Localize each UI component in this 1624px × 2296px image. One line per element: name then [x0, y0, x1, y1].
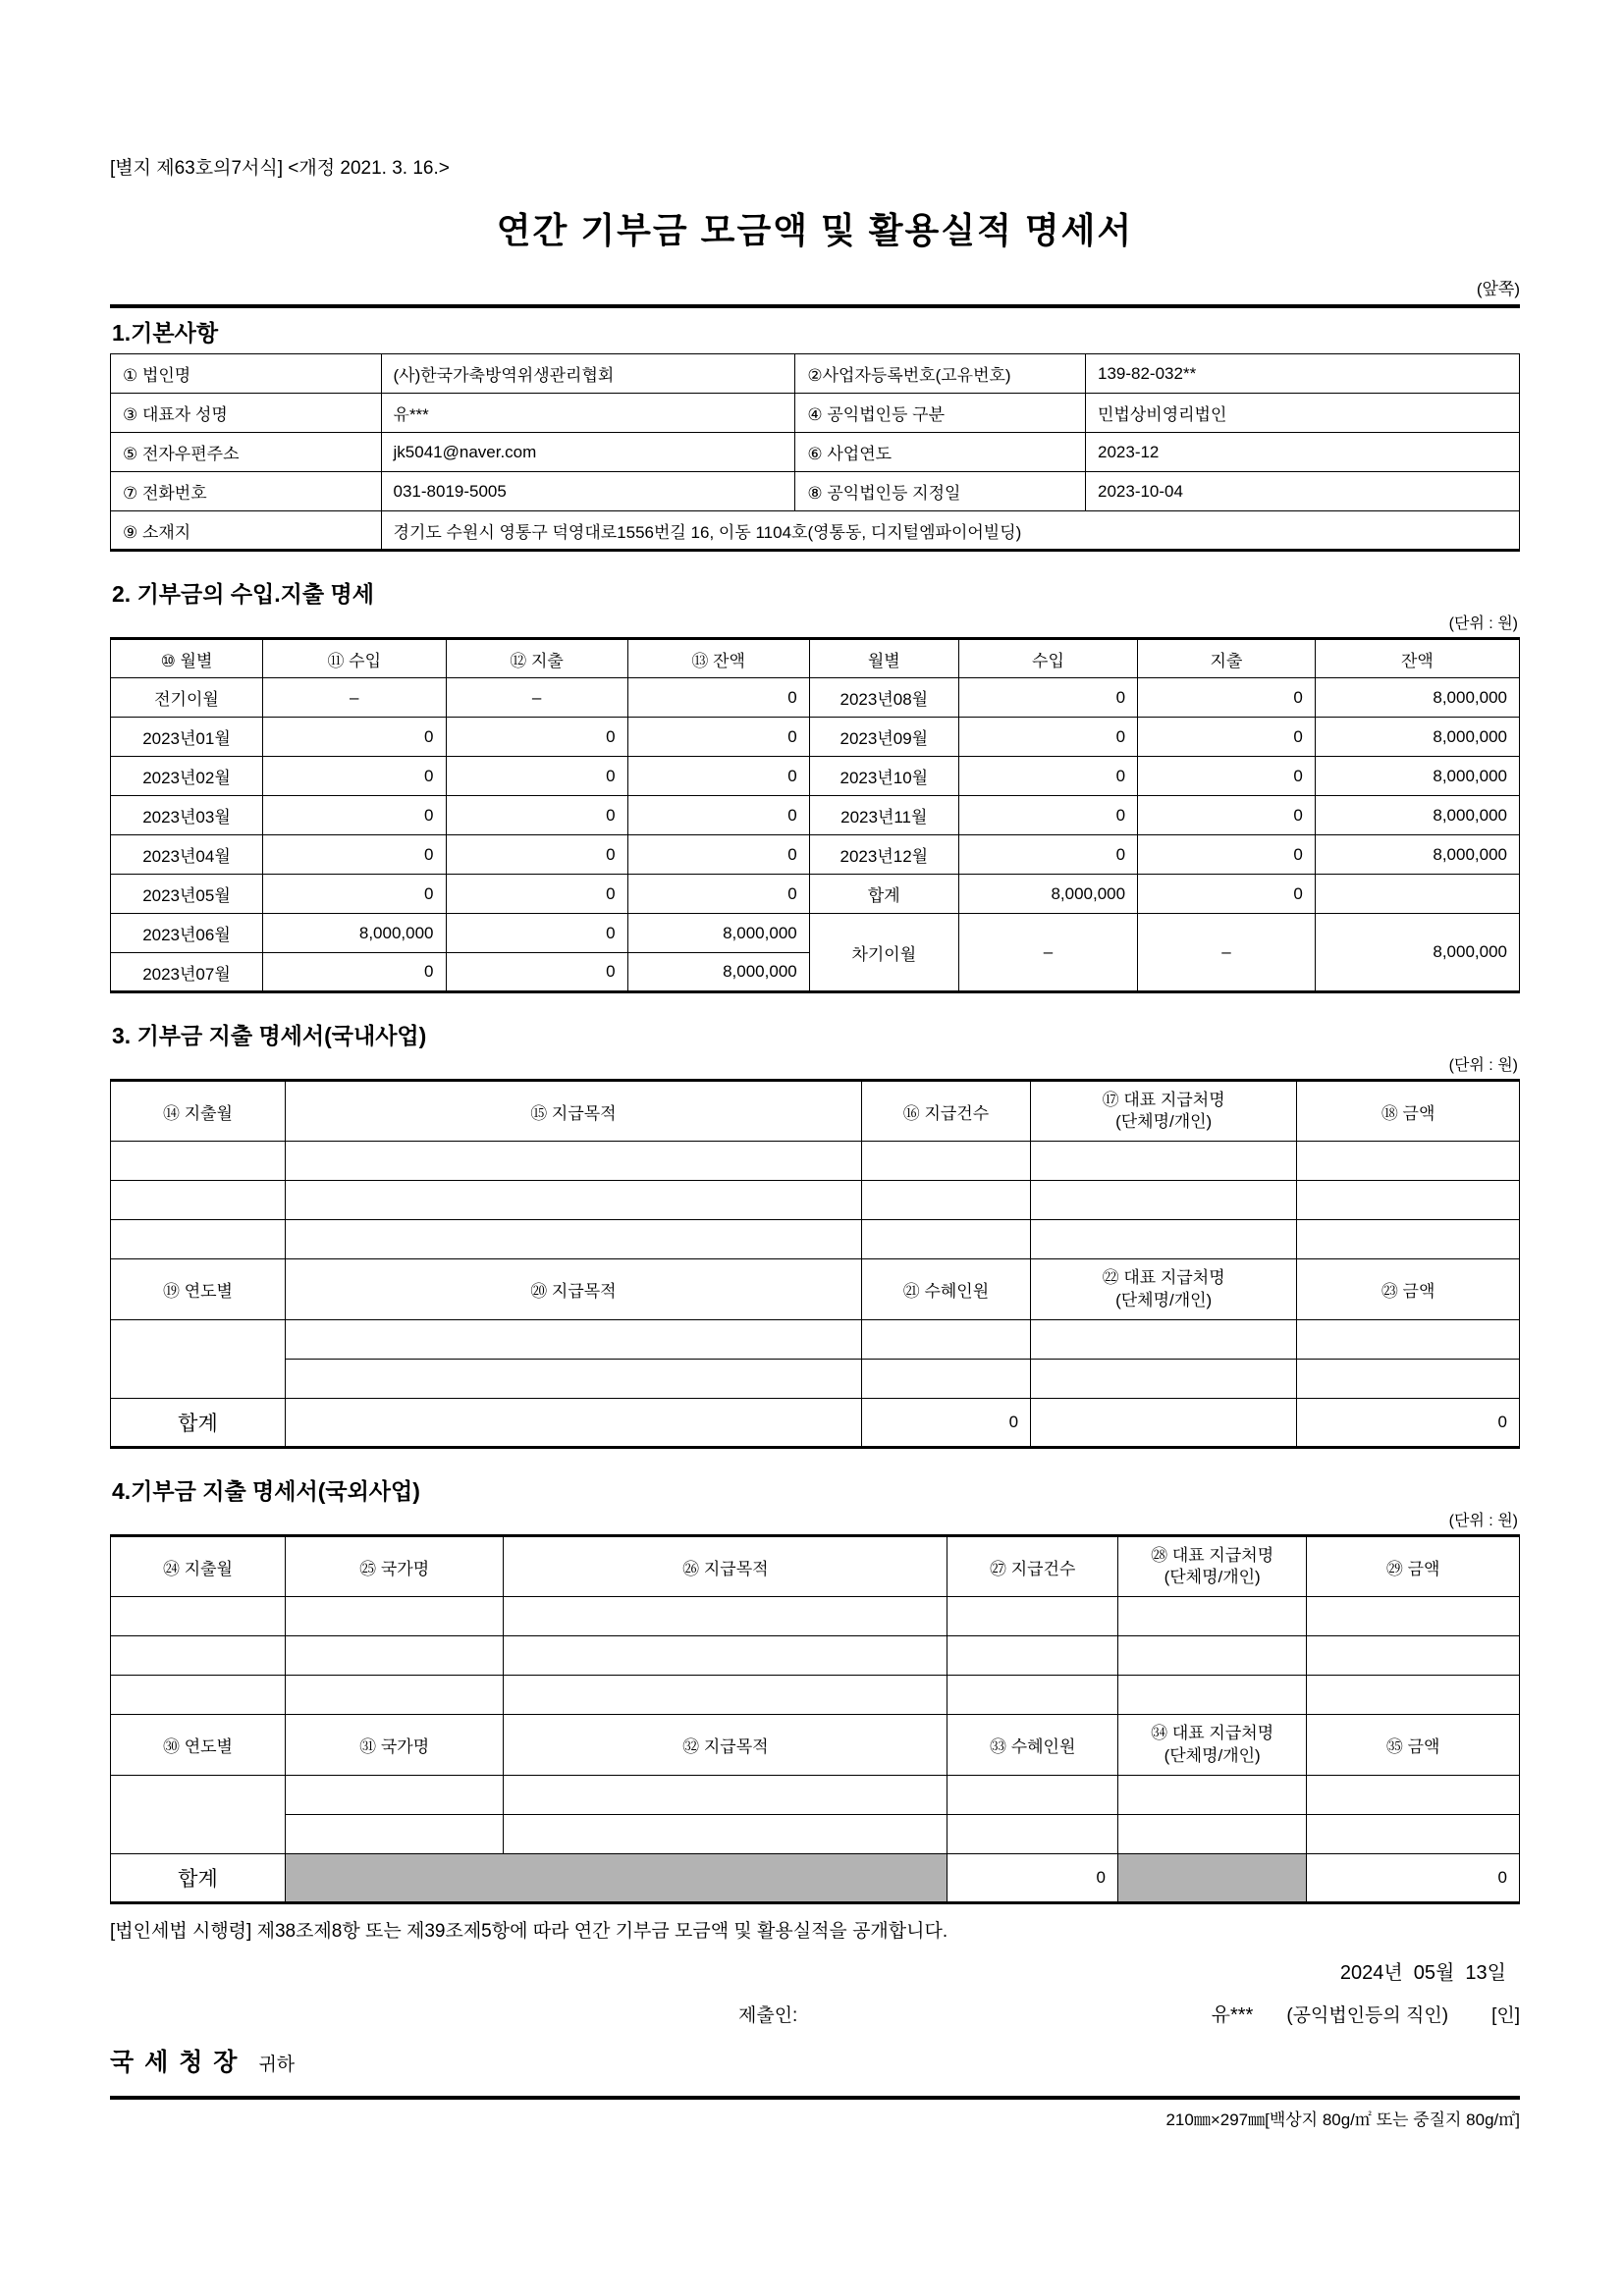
balance-cell: 0: [627, 796, 809, 835]
empty-cell: [111, 1676, 286, 1715]
header-cell: ㉓ 금액: [1297, 1259, 1520, 1320]
header-line: (단체명/개인): [1115, 1112, 1213, 1131]
table-row: [111, 433, 1520, 472]
header-cell: ⑲ 연도별: [111, 1259, 286, 1320]
table-header-row: [111, 1259, 1520, 1320]
total-row: [111, 1399, 1520, 1448]
month-cell: 2023년03월: [111, 796, 263, 835]
empty-cell: [947, 1776, 1118, 1815]
header-cell: ㉟ 금액: [1307, 1715, 1520, 1776]
header-line: (단체명/개인): [1164, 1568, 1261, 1586]
empty-cell: [1307, 1776, 1520, 1815]
income-cell: 0: [262, 835, 446, 875]
donation-inout-table: [110, 637, 1520, 993]
table-row: [111, 835, 1520, 875]
submitter-line: [110, 1999, 1520, 2027]
table-row: [111, 1815, 1520, 1854]
empty-cell: [861, 1181, 1030, 1220]
table-row: [111, 718, 1520, 757]
expense-cell: 0: [1138, 718, 1316, 757]
table-header-row: [111, 1715, 1520, 1776]
income-cell: 0: [262, 757, 446, 796]
header-cell: [1118, 1536, 1307, 1597]
income-cell: –: [958, 914, 1137, 992]
month-cell: 2023년10월: [809, 757, 958, 796]
paper-spec: 210㎜×297㎜[백상지 80g/㎡ 또는 중질지 80g/㎡]: [1165, 2110, 1520, 2129]
header-cell: ㉑ 수혜인원: [861, 1259, 1030, 1320]
table-row: [111, 757, 1520, 796]
empty-cell: [111, 1142, 286, 1181]
empty-cell: [285, 1220, 861, 1259]
empty-cell: [1118, 1776, 1307, 1815]
empty-cell: [861, 1320, 1030, 1360]
empty-cell: [285, 1815, 503, 1854]
empty-cell: [861, 1220, 1030, 1259]
empty-cell: [111, 1181, 286, 1220]
balance-cell: 8,000,000: [1315, 835, 1519, 875]
header-cell: 잔액: [1315, 639, 1519, 678]
submitter-label: 제출인:: [738, 2005, 798, 2026]
empty-cell: [285, 1636, 503, 1676]
page-title: 연간 기부금 모금액 및 활용실적 명세서: [496, 210, 1134, 250]
unit-label: (단위 : 원): [1448, 615, 1518, 632]
table-header-row: [111, 1536, 1520, 1597]
expense-cell: 0: [1138, 757, 1316, 796]
section2-heading: 2. 기부금의 수입.지출 명세: [112, 581, 374, 607]
form-number-note: [별지 제63호의7서식] <개정 2021. 3. 16.>: [110, 158, 450, 179]
front-side-label: (앞쪽): [1476, 280, 1520, 298]
empty-cell: [947, 1815, 1118, 1854]
field-label: ⑤ 전자우편주소: [111, 433, 382, 472]
header-cell: ㉝ 수혜인원: [947, 1715, 1118, 1776]
header-cell: ㉖ 지급목적: [504, 1536, 947, 1597]
empty-cell: [947, 1636, 1118, 1676]
balance-cell: 8,000,000: [1315, 718, 1519, 757]
income-cell: 8,000,000: [958, 875, 1137, 914]
expense-cell: –: [1138, 914, 1316, 992]
empty-cell: [285, 1597, 503, 1636]
empty-cell: [504, 1597, 947, 1636]
empty-cell: [1031, 1142, 1297, 1181]
total-amount-cell: 0: [1297, 1399, 1520, 1448]
recipient-suffix: 귀하: [258, 2055, 296, 2075]
header-line: (단체명/개인): [1164, 1745, 1261, 1765]
table-row: [111, 1320, 1520, 1360]
header-cell: ㉕ 국가명: [285, 1536, 503, 1597]
basic-info-table: [110, 353, 1520, 552]
expense-cell: 0: [446, 757, 627, 796]
header-cell: [1118, 1715, 1307, 1776]
empty-cell: [1297, 1181, 1520, 1220]
total-label-cell: 합계: [111, 1399, 286, 1448]
empty-cell: [1031, 1360, 1297, 1399]
table-row: [111, 875, 1520, 914]
empty-cell: [1031, 1220, 1297, 1259]
field-label: ① 법인명: [111, 354, 382, 394]
field-label: ②사업자등록번호(고유번호): [795, 354, 1086, 394]
empty-cell: [504, 1815, 947, 1854]
legal-declaration: [법인세법 시행령] 제38조제8항 또는 제39조제5항에 따라 연간 기부금 모금액 및 활용실적을 공개합니다.: [110, 1921, 948, 1942]
empty-cell: [111, 1220, 286, 1259]
field-value: jk5041@naver.com: [381, 433, 795, 472]
expense-cell: 0: [446, 914, 627, 953]
seal-mark: [인]: [1491, 2005, 1520, 2026]
total-label-cell: 합계: [809, 875, 958, 914]
header-cell: ㉗ 지급건수: [947, 1536, 1118, 1597]
field-value: 유***: [381, 394, 795, 433]
empty-cell: [1307, 1676, 1520, 1715]
expense-cell: 0: [446, 718, 627, 757]
expense-cell: 0: [446, 875, 627, 914]
header-cell: ⑩ 월별: [111, 639, 263, 678]
empty-cell: [285, 1142, 861, 1181]
table-row: [111, 511, 1520, 551]
balance-cell: 0: [627, 718, 809, 757]
header-line: ㉒ 대표 지급처명: [1102, 1268, 1225, 1288]
total-count-cell: 0: [947, 1854, 1118, 1903]
balance-cell: 8,000,000: [1315, 796, 1519, 835]
section4-heading: 4.기부금 지출 명세서(국외사업): [112, 1478, 420, 1504]
header-cell: 월별: [809, 639, 958, 678]
month-cell: 2023년01월: [111, 718, 263, 757]
table-header-row: [111, 639, 1520, 678]
domestic-expense-table: [110, 1079, 1520, 1449]
header-cell: ㉚ 연도별: [111, 1715, 286, 1776]
empty-cell: [1118, 1636, 1307, 1676]
field-value: 139-82-032**: [1086, 354, 1520, 394]
recipient-line: [110, 2043, 1520, 2078]
table-row: [111, 1142, 1520, 1181]
empty-cell: [1297, 1142, 1520, 1181]
month-cell: 2023년02월: [111, 757, 263, 796]
shaded-cell: [1118, 1854, 1307, 1903]
table-row: [111, 1676, 1520, 1715]
submitter-name: 유***: [1211, 2004, 1254, 2026]
empty-cell: [1297, 1220, 1520, 1259]
total-row: [111, 1854, 1520, 1903]
empty-cell: [111, 1636, 286, 1676]
balance-cell: 8,000,000: [1315, 757, 1519, 796]
month-cell: 전기이월: [111, 678, 263, 718]
empty-cell: [947, 1676, 1118, 1715]
empty-cell: [947, 1597, 1118, 1636]
balance-cell: 0: [627, 835, 809, 875]
month-cell: 2023년04월: [111, 835, 263, 875]
header-cell: ⑳ 지급목적: [285, 1259, 861, 1320]
expense-cell: 0: [1138, 796, 1316, 835]
empty-cell: [285, 1776, 503, 1815]
section3-heading: 3. 기부금 지출 명세서(국내사업): [112, 1023, 427, 1048]
empty-cell: [1118, 1676, 1307, 1715]
empty-cell: [1307, 1815, 1520, 1854]
empty-cell: [1118, 1815, 1307, 1854]
empty-cell: [111, 1320, 286, 1399]
field-value: 2023-10-04: [1086, 472, 1520, 511]
table-row: [111, 1636, 1520, 1676]
header-cell: ㉙ 금액: [1307, 1536, 1520, 1597]
expense-cell: 0: [446, 953, 627, 992]
recipient-name: 국 세 청 장: [110, 2049, 240, 2076]
header-line: ⑰ 대표 지급처명: [1102, 1090, 1225, 1109]
empty-cell: [861, 1360, 1030, 1399]
header-cell: [1031, 1259, 1297, 1320]
table-header-row: [111, 1081, 1520, 1142]
table-row: [111, 1776, 1520, 1815]
expense-cell: 0: [446, 796, 627, 835]
income-cell: 0: [958, 835, 1137, 875]
month-cell: 2023년07월: [111, 953, 263, 992]
header-cell: ⑫ 지출: [446, 639, 627, 678]
balance-cell: 8,000,000: [627, 953, 809, 992]
header-cell: ⑬ 잔액: [627, 639, 809, 678]
balance-cell: 8,000,000: [1315, 914, 1519, 992]
field-label: ⑦ 전화번호: [111, 472, 382, 511]
income-cell: 0: [262, 875, 446, 914]
income-cell: 0: [262, 953, 446, 992]
empty-cell: [504, 1636, 947, 1676]
table-row: [111, 354, 1520, 394]
expense-cell: 0: [1138, 875, 1316, 914]
expense-cell: 0: [446, 835, 627, 875]
table-row: [111, 796, 1520, 835]
submitter-signature: [1212, 1999, 1520, 2027]
field-label: ③ 대표자 성명: [111, 394, 382, 433]
empty-cell: [111, 1597, 286, 1636]
field-value: 2023-12: [1086, 433, 1520, 472]
month-cell: 2023년12월: [809, 835, 958, 875]
header-cell: 수입: [958, 639, 1137, 678]
header-cell: ⑪ 수입: [262, 639, 446, 678]
header-cell: ⑮ 지급목적: [285, 1081, 861, 1142]
header-cell: 지출: [1138, 639, 1316, 678]
empty-cell: [285, 1181, 861, 1220]
field-label: ⑨ 소재지: [111, 511, 382, 551]
balance-cell: 0: [627, 875, 809, 914]
field-label: ④ 공익법인등 구분: [795, 394, 1086, 433]
expense-cell: 0: [1138, 678, 1316, 718]
empty-cell: [1031, 1181, 1297, 1220]
empty-cell: [285, 1399, 861, 1448]
month-cell: 2023년11월: [809, 796, 958, 835]
table-row: [111, 1597, 1520, 1636]
address-value: 경기도 수원시 영통구 덕영대로1556번길 16, 이동 1104호(영통동, 디지털엠파이어빌딩): [381, 511, 1519, 551]
empty-cell: [861, 1142, 1030, 1181]
empty-cell: [1297, 1360, 1520, 1399]
header-cell: [1031, 1081, 1297, 1142]
income-cell: 0: [958, 796, 1137, 835]
empty-cell: [1297, 1320, 1520, 1360]
header-line: ㉘ 대표 지급처명: [1151, 1545, 1274, 1565]
empty-cell: [504, 1676, 947, 1715]
field-value: 민법상비영리법인: [1086, 394, 1520, 433]
unit-label: (단위 : 원): [1448, 1057, 1518, 1074]
empty-cell: [1031, 1399, 1297, 1448]
table-row: [111, 914, 1520, 953]
month-cell: 2023년06월: [111, 914, 263, 953]
header-cell: ⑱ 금액: [1297, 1081, 1520, 1142]
income-cell: 0: [958, 678, 1137, 718]
empty-cell: [285, 1676, 503, 1715]
total-label-cell: 합계: [111, 1854, 286, 1903]
shaded-cell: [285, 1854, 947, 1903]
total-count-cell: 0: [861, 1399, 1030, 1448]
form-content: [110, 0, 1520, 2130]
month-cell: 2023년05월: [111, 875, 263, 914]
field-label: ⑧ 공익법인등 지정일: [795, 472, 1086, 511]
empty-cell: [1307, 1597, 1520, 1636]
balance-cell: 8,000,000: [627, 914, 809, 953]
header-cell: ㉔ 지출월: [111, 1536, 286, 1597]
table-row: [111, 472, 1520, 511]
table-row: [111, 1220, 1520, 1259]
table-row: [111, 678, 1520, 718]
empty-cell: [1118, 1597, 1307, 1636]
balance-cell: 0: [627, 757, 809, 796]
seal-note: (공익법인등의 직인): [1286, 2005, 1449, 2026]
header-line: (단체명/개인): [1115, 1290, 1213, 1309]
income-cell: 0: [958, 718, 1137, 757]
empty-cell: [111, 1776, 286, 1854]
empty-cell: [285, 1360, 861, 1399]
balance-cell: [1315, 875, 1519, 914]
income-cell: 8,000,000: [262, 914, 446, 953]
field-label: ⑥ 사업연도: [795, 433, 1086, 472]
month-cell: 2023년08월: [809, 678, 958, 718]
header-cell: ㉜ 지급목적: [504, 1715, 947, 1776]
balance-cell: 8,000,000: [1315, 678, 1519, 718]
header-cell: ⑯ 지급건수: [861, 1081, 1030, 1142]
empty-cell: [504, 1776, 947, 1815]
month-cell: 2023년09월: [809, 718, 958, 757]
header-line: ㉞ 대표 지급처명: [1151, 1724, 1274, 1743]
expense-cell: 0: [1138, 835, 1316, 875]
total-amount-cell: 0: [1307, 1854, 1520, 1903]
section1-heading: 1.기본사항: [112, 320, 219, 346]
submission-date: 2024년 05월 13일: [1339, 1962, 1506, 1984]
table-row: [111, 1181, 1520, 1220]
table-row: [111, 1360, 1520, 1399]
empty-cell: [1307, 1636, 1520, 1676]
field-value: 031-8019-5005: [381, 472, 795, 511]
empty-cell: [285, 1320, 861, 1360]
balance-cell: 0: [627, 678, 809, 718]
overseas-expense-table: [110, 1534, 1520, 1904]
carryover-label-cell: 차기이월: [809, 914, 958, 992]
unit-label: (단위 : 원): [1448, 1513, 1518, 1529]
income-cell: 0: [262, 718, 446, 757]
income-cell: 0: [262, 796, 446, 835]
header-cell: ⑭ 지출월: [111, 1081, 286, 1142]
income-cell: 0: [958, 757, 1137, 796]
income-cell: –: [262, 678, 446, 718]
header-cell: ㉛ 국가명: [285, 1715, 503, 1776]
table-row: [111, 394, 1520, 433]
expense-cell: –: [446, 678, 627, 718]
empty-cell: [1031, 1320, 1297, 1360]
field-value: (사)한국가축방역위생관리협회: [381, 354, 795, 394]
